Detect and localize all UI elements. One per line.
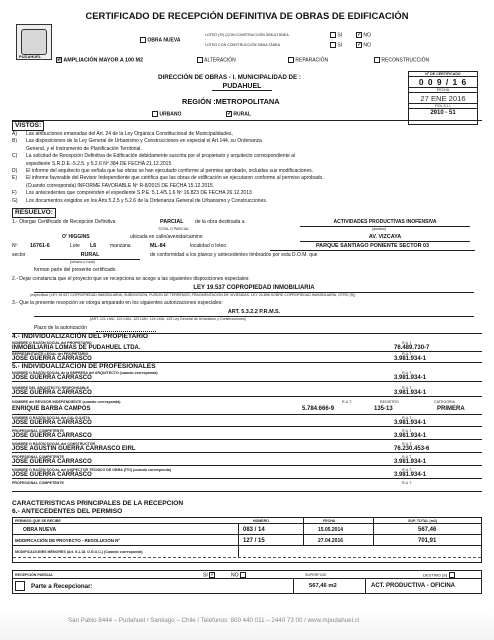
- resuelvo-heading: RESUELVO:: [12, 208, 56, 218]
- destino-checkbox[interactable]: [449, 572, 455, 578]
- person-rut: 3.981.934-1: [394, 433, 427, 439]
- revisor-registro: 135-13: [374, 406, 393, 412]
- reconstruccion-checkbox[interactable]: [374, 57, 380, 63]
- person-rut-label: R.U.T.: [402, 468, 412, 472]
- plazo-label: Plazo de la autorización: [34, 325, 88, 331]
- person-name: JOSE GUERRA CARRASCO: [12, 356, 92, 362]
- parte-superficie: 567,46 m2: [309, 583, 337, 589]
- parcial-no[interactable]: NO: [231, 572, 246, 578]
- person-rut-label: R.U.T.: [402, 481, 412, 485]
- person-rut-label: R.U.T.: [402, 455, 412, 459]
- person-rut: 3.981.934-1: [394, 389, 427, 396]
- person-row-label: NOMBRE O RAZÓN SOCIAL de la EMPRESA del ARQUITECTO (cuando corresponda): [12, 371, 158, 375]
- recepcion-parcial-row: [12, 570, 482, 579]
- person-name: JOSE GUERRA CARRASCO: [12, 433, 92, 439]
- urbano-checkbox[interactable]: [152, 111, 158, 117]
- person-row-label: PROFESIONAL COMPETENTE: [12, 481, 64, 485]
- destino-label: (destino): [372, 227, 386, 231]
- rural-checkbox[interactable]: ✓: [227, 111, 233, 117]
- person-rut-label: R.U.T.: [402, 352, 412, 356]
- vistos-item-text: expediente S.R.D.E.-5.2.5. y 5.2.6 Nº 384 DE FECHA 21.12.2015: [26, 160, 172, 167]
- parte-destino: ACT. PRODUCTIVA - OFICINA: [371, 583, 455, 589]
- col-permiso: PERMISO QUE SE RECIBE: [15, 519, 61, 523]
- alteracion-option[interactable]: ALTERACIÓN: [197, 57, 236, 63]
- footer-address: San Pablo 8444 – Pudahuel / Santiago – Chile / Teléfonos: 800 440 011 – 2440 73 00 / www.mpudahuel.cl: [68, 617, 360, 624]
- sector-label: sector: [12, 252, 26, 258]
- obra-nueva-checkbox[interactable]: [140, 37, 146, 43]
- numero-value: 16761-6: [30, 243, 50, 249]
- modificacion-label: MODIFICACIÓN DE PROYECTO - RESOLUCIÓN Nº: [15, 538, 120, 543]
- cert-number-label: Nº DE CERTIFICADO: [409, 72, 477, 77]
- vistos-item: [12, 183, 482, 190]
- destino-value: ACTIVIDADES PRODUCTIVAS INOFENSIVA: [300, 219, 470, 227]
- calle-name: O' HIGGINS: [62, 234, 90, 240]
- localidad-value: PARQUE SANTIAGO PONIENTE SECTOR 03: [270, 243, 475, 251]
- obra-nueva-row-label: OBRA NUEVA: [23, 527, 57, 533]
- revisor-row: [12, 400, 482, 415]
- destino-hdr: DESTINO (S): [423, 572, 455, 578]
- person-name: JOSE GUERRA CARRASCO: [12, 375, 92, 381]
- person-name: JOSE GUERRA CARRASCO: [12, 459, 92, 465]
- modificacion-superficie: 701,91: [418, 538, 437, 544]
- recepcion-parcial-value: PARCIAL: [160, 219, 184, 225]
- person-row: [12, 386, 482, 397]
- loteo-con-si[interactable]: SI: [330, 32, 342, 38]
- alteracion-checkbox[interactable]: [197, 57, 203, 63]
- reconstruccion-option[interactable]: RECONSTRUCCIÓN: [374, 57, 429, 63]
- logo-brand: PUDAHUEL: [19, 54, 42, 59]
- forman-parte-text: forman parte del presente certificado.: [34, 267, 117, 273]
- loteo-sin-label: LOTEO CON CONSTRUCCIÓN SIMULTÁNEA: [205, 43, 281, 47]
- vistos-item-text: (Cuando corresponda) INFORME FAVORABLE Nº R-8/2015 DE FECHA 15.12.2015.: [26, 182, 215, 189]
- permiso-table: [12, 517, 482, 563]
- revisor-categoria: PRIMERA: [437, 406, 465, 412]
- lote-label: Lote: [70, 243, 80, 249]
- section-4-heading: 4.- INDIVIDUALIZACIÓN DEL PROPIETARIO: [12, 333, 149, 340]
- vistos-item-text: Los antecedentes que comprenden el expediente S.P.E. 5.1.4/5.1.6 Nº 16.823 DE FECHA 26.12.2013: [26, 190, 252, 197]
- sector-value: RURAL: [40, 252, 140, 260]
- person-row: [12, 455, 482, 466]
- planos-text: de conformidad a los planos y antecedentes timbrados por esta D.O.M. que: [150, 252, 318, 258]
- person-row-label: PROFESIONAL COMPETENTE: [12, 429, 64, 433]
- col-fecha: FECHA: [323, 519, 336, 523]
- avenida-value: AV. VIZCAYA: [300, 234, 470, 242]
- person-row: [12, 468, 482, 479]
- person-rut: 3.981.934-1: [394, 459, 427, 465]
- loteo-sin-no[interactable]: ✓ NO: [357, 42, 371, 49]
- loteo-con-no-checkbox[interactable]: ✓: [357, 32, 363, 38]
- person-row-label: NOMBRE O RAZÓN SOCIAL del CONSTRUCTOR: [12, 442, 96, 446]
- region-name: REGIÓN :METROPOLITANA: [182, 97, 280, 106]
- parte-row: [12, 579, 482, 594]
- person-row-label: REPRESENTANTE LEGAL del PROPIETARIO: [12, 352, 89, 356]
- vistos-item: [12, 153, 482, 160]
- resuelvo-1-text: 1.- Otorgar Certificado de Recepción Definitiva: [12, 219, 116, 225]
- revisor-label: NOMBRE del REVISOR INDEPENDIENTE (cuando corresponda): [12, 400, 121, 404]
- recepcion-parcial-label: RECEPCIÓN PARCIAL: [15, 573, 54, 577]
- loteo-con-label: LOTEO (S*) (CON CONSTRUCCIÓN SIMULTÁNEA: [205, 33, 289, 37]
- person-row: [12, 416, 482, 427]
- obra-nueva-fecha: 15.05.2014: [318, 527, 344, 533]
- numero-label: Nº: [12, 243, 18, 249]
- vistos-item-key: C): [12, 153, 18, 160]
- autorizaciones-value: ART. 5.3.2.2 P.R.M.S.: [34, 309, 474, 317]
- person-rut-label: R.U.T.: [402, 416, 412, 420]
- municipality-logo: [16, 24, 52, 60]
- vistos-item-key: D): [12, 168, 18, 174]
- parcial-si[interactable]: SI ✓: [203, 572, 216, 579]
- person-name: JOSE GUERRA CARRASCO: [12, 420, 92, 426]
- section-6-heading: 6.- ANTECEDENTES DEL PERMISO: [12, 508, 123, 515]
- obra-nueva-numero: 083 / 14: [243, 527, 265, 533]
- person-row-label: NOMBRE O RAZÓN SOCIAL del PROPIETARIO: [12, 341, 92, 345]
- vistos-item-key: F): [12, 190, 17, 197]
- autorizaciones-note: (ART. 121 LMU, 122 LMU, 123 LMU, 124 LMU, 125 Ley General de Urbanismo y Construcciones): [90, 317, 246, 321]
- vistos-item-text: Las disposiciones de la Ley General de Urbanismo y Construcciones en especial el Art.144, su Ordenanza: [26, 138, 262, 145]
- modificacion-numero: 127 / 15: [243, 538, 265, 544]
- vistos-item-text: Los documentos exigidos en los Arts 5.2.5 y 5.2.6 de la Ordenanza General de Urbanismo y Construcciones.: [26, 197, 268, 204]
- rural-option[interactable]: ✓ RURAL: [227, 111, 251, 118]
- rol-label: ROL S.I.I.: [409, 104, 477, 109]
- ampliacion-option[interactable]: ✓ AMPLIACIÓN MAYOR A 100 M2: [57, 57, 143, 64]
- person-row: [12, 352, 482, 363]
- vistos-item: [12, 198, 482, 205]
- person-row-label: NOMBRE O RAZÓN SOCIAL del CALCULISTA: [12, 416, 90, 420]
- cert-date: 27 ENE 2016: [409, 93, 477, 104]
- parte-label: Parte a Recepcionar:: [31, 583, 93, 590]
- person-rut-label: R.U.T.: [402, 385, 412, 390]
- vistos-item: [12, 175, 482, 182]
- plazo-line: [96, 331, 156, 332]
- col-superficie: SUP. TOTAL (m2): [408, 519, 438, 523]
- vistos-item-key: A): [12, 131, 17, 137]
- person-rut: 3.981.934-1: [394, 472, 427, 478]
- reparacion-option[interactable]: REPARACIÓN: [288, 57, 328, 63]
- person-rut: 3.981.934-1: [394, 375, 427, 381]
- person-row-label: PROFESIONAL COMPETENTE: [12, 455, 64, 459]
- person-row: [12, 371, 482, 382]
- disposiciones-note: (especificar (LEY 19.537 COPROPIEDAD INMOBILIARIA, SUBDIVISIÓN, FUSIÓN DE TERRENOS, FRAGMENTACIÓN DE VIVIENDAS, LEY 20.898 SOBRE COPROPIEDAD INMOBILIARIA, OTRO (S)): [30, 293, 356, 297]
- manzana-label: manzana: [110, 243, 131, 249]
- person-rut: 76.230.453-6: [394, 446, 430, 452]
- obra-destinada-label: de la obra destinada a: [195, 219, 245, 225]
- urbano-option[interactable]: URBANO: [152, 111, 181, 117]
- person-row: [12, 429, 482, 440]
- urbano-rural-label: (urbano o rural): [70, 260, 95, 264]
- person-name: INMOBILIARIA LOMAS DE PUDAHUEL LTDA.: [12, 345, 141, 351]
- obra-nueva-option[interactable]: OBRA NUEVA: [140, 37, 180, 43]
- ampliacion-checkbox[interactable]: ✓: [57, 57, 63, 63]
- manzana-value: ML-84: [150, 243, 166, 249]
- vistos-item-text: El informe del arquitecto que señala que las obras se han ejecutado conforme al permiso aprobado, incluidas sus modificaciones.: [26, 168, 314, 174]
- revisor-rut: 5.784.666-9: [302, 406, 335, 412]
- loteo-con-no[interactable]: ✓ NO: [357, 32, 371, 39]
- disposiciones-value: LEY 19.537 COPROPIEDAD INMOBILIARIA: [34, 285, 474, 293]
- revisor-rut-label: R.U.T.: [342, 400, 352, 404]
- vistos-item-key: E): [12, 175, 17, 182]
- certificate-box: [408, 71, 478, 125]
- person-name: JOSE GUERRA CARRASCO: [12, 389, 92, 396]
- vistos-item: [12, 190, 482, 197]
- person-name: JOSE AGUSTIN GUERRA CARRASCO EIRL: [12, 446, 136, 452]
- ubicada-label: ubicada en calle/avenida/camino: [130, 234, 203, 240]
- obra-nueva-superficie: 567,46: [418, 527, 437, 533]
- localidad-label: localidad o loteo: [190, 243, 227, 249]
- document-title: CERTIFICADO DE RECEPCIÓN DEFINITIVA DE OBRAS DE EDIFICACIÓN: [85, 10, 409, 21]
- person-row: [12, 442, 482, 453]
- modificacion-fecha: 27.04.2016: [318, 538, 344, 544]
- loteo-sin-no-checkbox[interactable]: ✓: [357, 42, 363, 48]
- vistos-item-key: B): [12, 138, 17, 145]
- municipio-name: PUDAHUEL: [212, 83, 272, 91]
- vistos-item: [12, 168, 482, 175]
- person-rut-label: R.U.T.: [402, 429, 412, 433]
- vistos-item: [12, 146, 482, 153]
- person-rut: 76.489.730-7: [394, 345, 430, 351]
- revisor-name: ENRIQUE BARBA CAMPOS: [12, 406, 91, 412]
- parcial-no-checkbox[interactable]: [240, 572, 246, 578]
- reparacion-checkbox[interactable]: [288, 57, 294, 63]
- person-rut: 3.981.934-1: [394, 420, 427, 426]
- registro-label: REGISTRO: [380, 400, 399, 404]
- person-name: JOSE GUERRA CARRASCO: [12, 472, 92, 478]
- vistos-item-text: La solicitud de Recepción Definitiva de Edificación debidamente suscrita por el propietario y arquitecto correspondiente al: [26, 153, 296, 160]
- parte-checkbox[interactable]: [15, 581, 25, 591]
- cert-number: 0 0 9 / 1 6: [409, 77, 477, 88]
- col-numero: NÚMERO: [253, 519, 269, 523]
- cert-date-label: FECHA: [409, 88, 477, 93]
- resuelvo-3-text: 3.- Que la presente recepción se otorga amparado en los siguientes autorizaciones especiales:: [12, 300, 223, 306]
- vistos-item: [12, 161, 482, 168]
- vistos-heading: VISTOS:: [12, 121, 44, 131]
- person-rut-label: R.U.T.: [402, 371, 412, 375]
- parcial-si-checkbox[interactable]: ✓: [210, 572, 216, 578]
- rol-value: 2910 - 51: [430, 110, 456, 116]
- caracteristicas-heading: CARACTERISTICAS PRINCIPALES DE LA RECEPCION: [12, 500, 184, 507]
- vistos-item-text: El informe favorable del Revisor Independiente que certifica que las obras de edificación se ejecutaron conforme al permiso aprobado.: [26, 175, 324, 182]
- person-rut-label: R.U.T.: [402, 442, 412, 446]
- vistos-item-text: Las atribuciones emanadas del Art. 24 de la Ley Orgánica Constitucional de Municipalidades,: [26, 131, 233, 137]
- superficie-label: SUPERFICIE: [305, 573, 327, 577]
- person-rut-label: R.U.T.: [402, 341, 412, 345]
- person-row-label: NOMBRE DEL ARQUITECTO RESPONSABLE: [12, 385, 90, 390]
- vistos-item-text: General, y el Instrumento de Planificación Territorial.: [26, 145, 142, 152]
- footer: [0, 610, 494, 640]
- categoria-label: CATEGORÍA: [434, 400, 455, 404]
- total-parcial-label: TOTAL O PARCIAL: [158, 227, 190, 231]
- loteo-sin-si-checkbox[interactable]: [330, 42, 336, 48]
- person-row: [12, 481, 482, 492]
- loteo-sin-si[interactable]: SI: [330, 42, 342, 48]
- vistos-item: [12, 131, 482, 138]
- loteo-con-si-checkbox[interactable]: [330, 32, 336, 38]
- direccion-heading: DIRECCIÓN DE OBRAS - I. MUNICIPALIDAD DE :: [158, 74, 301, 81]
- lote-value: L6: [90, 243, 97, 249]
- vistos-item: [12, 138, 482, 145]
- person-rut: 3.981.934-1: [394, 356, 427, 362]
- vistos-item-key: G): [12, 197, 18, 204]
- person-row-label: NOMBRE O RAZÓN SOCIAL del INSPECTOR TÉCNICO DE OBRA (ITO) (cuando corresponda): [12, 468, 172, 472]
- person-row: [12, 341, 482, 352]
- section-5-heading: 5.- INDIVIDUALIZACIÓN DE PROFESIONALES: [12, 363, 156, 370]
- modificaciones-menores-label: MODIFICACIONES MENORES (Art. 5.1.18. O.G.U.C.) (Cuando corresponda): [15, 550, 143, 554]
- resuelvo-2-text: 2.- Dejar constancia que el proyecto que se recepciona se acoge a las siguientes disposiciones especiales:: [12, 276, 250, 282]
